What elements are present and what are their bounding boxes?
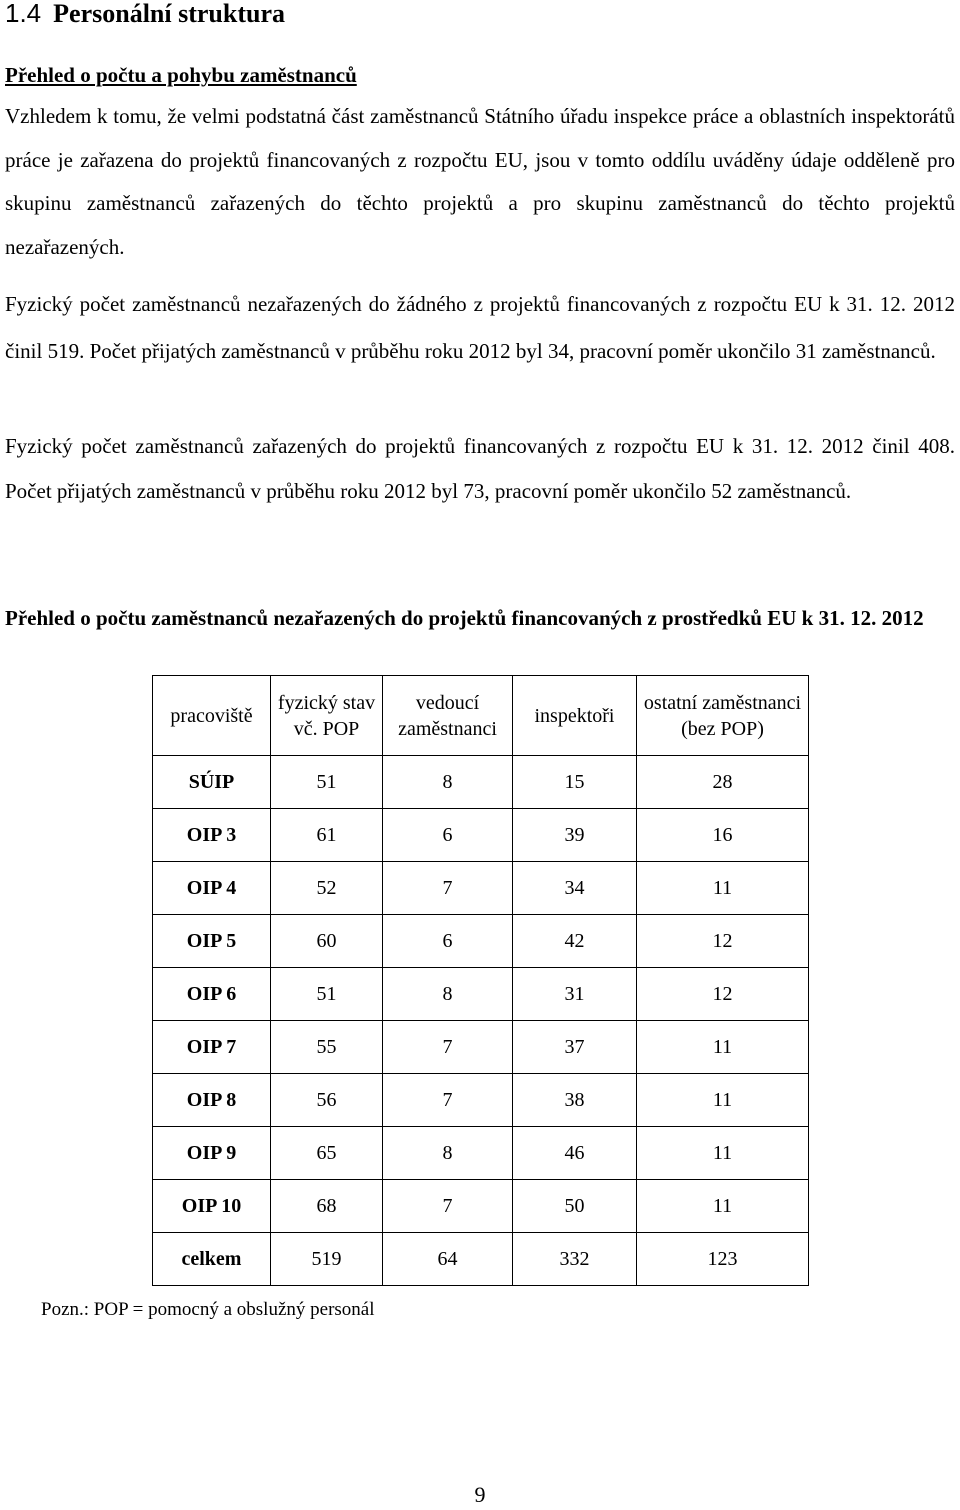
- paragraph-non-eu-staff: Fyzický počet zaměstnanců nezařazených do žádného z projektů financovaných z rozpočtu EU k 31. 12. 2012 činil 519. Počet přijatých zaměstnanců v průběhu roku 2012 byl 34, pracovní poměr ukončilo 31 zaměstnanců.: [5, 292, 955, 363]
- cell-workplace: OIP 6: [153, 968, 271, 1021]
- cell-headcount: 56: [271, 1074, 383, 1127]
- cell-workplace: celkem: [153, 1233, 271, 1286]
- cell-managers: 7: [383, 862, 513, 915]
- cell-other-staff: 123: [637, 1233, 809, 1286]
- cell-workplace: OIP 10: [153, 1180, 271, 1233]
- page-number: 9: [474, 1482, 486, 1507]
- cell-workplace: SÚIP: [153, 756, 271, 809]
- cell-managers: 64: [383, 1233, 513, 1286]
- cell-managers: 8: [383, 968, 513, 1021]
- cell-inspectors: 34: [513, 862, 637, 915]
- cell-inspectors: 38: [513, 1074, 637, 1127]
- table-row: [153, 1074, 809, 1127]
- staff-table: [152, 675, 809, 1286]
- cell-inspectors: 31: [513, 968, 637, 1021]
- cell-managers: 7: [383, 1074, 513, 1127]
- table-row: [153, 915, 809, 968]
- table-total-row: [153, 1233, 809, 1286]
- header-other-staff: ostatní zaměstnanci (bez POP): [637, 676, 809, 756]
- section-number: 1.4: [5, 0, 42, 28]
- cell-managers: 6: [383, 809, 513, 862]
- header-workplace: pracoviště: [153, 676, 271, 756]
- cell-headcount: 51: [271, 968, 383, 1021]
- cell-workplace: OIP 7: [153, 1021, 271, 1074]
- cell-managers: 6: [383, 915, 513, 968]
- table-row: [153, 756, 809, 809]
- cell-headcount: 60: [271, 915, 383, 968]
- cell-headcount: 519: [271, 1233, 383, 1286]
- cell-other-staff: 11: [637, 862, 809, 915]
- subheading: Přehled o počtu a pohybu zaměstnanců: [5, 63, 357, 87]
- section-title: Personální struktura: [53, 0, 285, 28]
- cell-other-staff: 11: [637, 1180, 809, 1233]
- cell-other-staff: 16: [637, 809, 809, 862]
- table-note: Pozn.: POP = pomocný a obslužný personál: [41, 1299, 375, 1320]
- section-heading: [5, 0, 285, 31]
- table-row: [153, 862, 809, 915]
- cell-workplace: OIP 4: [153, 862, 271, 915]
- table-row: [153, 1127, 809, 1180]
- cell-other-staff: 11: [637, 1021, 809, 1074]
- cell-inspectors: 50: [513, 1180, 637, 1233]
- cell-other-staff: 11: [637, 1074, 809, 1127]
- cell-other-staff: 12: [637, 915, 809, 968]
- cell-managers: 7: [383, 1180, 513, 1233]
- cell-headcount: 61: [271, 809, 383, 862]
- cell-other-staff: 12: [637, 968, 809, 1021]
- header-managers: vedoucí zaměstnanci: [383, 676, 513, 756]
- cell-inspectors: 15: [513, 756, 637, 809]
- cell-managers: 8: [383, 756, 513, 809]
- table-row: [153, 968, 809, 1021]
- cell-headcount: 65: [271, 1127, 383, 1180]
- cell-workplace: OIP 3: [153, 809, 271, 862]
- cell-workplace: OIP 9: [153, 1127, 271, 1180]
- cell-headcount: 51: [271, 756, 383, 809]
- header-headcount: fyzický stav vč. POP: [271, 676, 383, 756]
- cell-headcount: 55: [271, 1021, 383, 1074]
- cell-other-staff: 28: [637, 756, 809, 809]
- cell-other-staff: 11: [637, 1127, 809, 1180]
- cell-headcount: 68: [271, 1180, 383, 1233]
- table-row: [153, 1180, 809, 1233]
- cell-managers: 7: [383, 1021, 513, 1074]
- cell-inspectors: 46: [513, 1127, 637, 1180]
- header-inspectors: inspektoři: [513, 676, 637, 756]
- cell-inspectors: 37: [513, 1021, 637, 1074]
- cell-managers: 8: [383, 1127, 513, 1180]
- cell-headcount: 52: [271, 862, 383, 915]
- table-row: [153, 1021, 809, 1074]
- paragraph-intro: Vzhledem k tomu, že velmi podstatná část zaměstnanců Státního úřadu inspekce práce a oblastních inspektorátů práce je zařazena do projektů financovaných z rozpočtu EU, jsou v tomto oddílu uváděny údaje odděleně pro skupinu zaměstnanců zařazených do těchto projektů a pro skupinu zaměstnanců do těchto projektů nezařazených.: [5, 104, 955, 259]
- paragraph-eu-staff: Fyzický počet zaměstnanců zařazených do projektů financovaných z rozpočtu EU k 31. 12. 2012 činil 408. Počet přijatých zaměstnanců v průběhu roku 2012 byl 73, pracovní poměr ukončilo 52 zaměstnanců.: [5, 434, 955, 503]
- cell-inspectors: 39: [513, 809, 637, 862]
- cell-workplace: OIP 5: [153, 915, 271, 968]
- cell-inspectors: 42: [513, 915, 637, 968]
- cell-inspectors: 332: [513, 1233, 637, 1286]
- table-row: [153, 809, 809, 862]
- cell-workplace: OIP 8: [153, 1074, 271, 1127]
- table-title: Přehled o počtu zaměstnanců nezařazených do projektů financovaných z prostředků EU k 31. 12. 2012: [5, 606, 924, 630]
- table-header-row: [153, 676, 809, 756]
